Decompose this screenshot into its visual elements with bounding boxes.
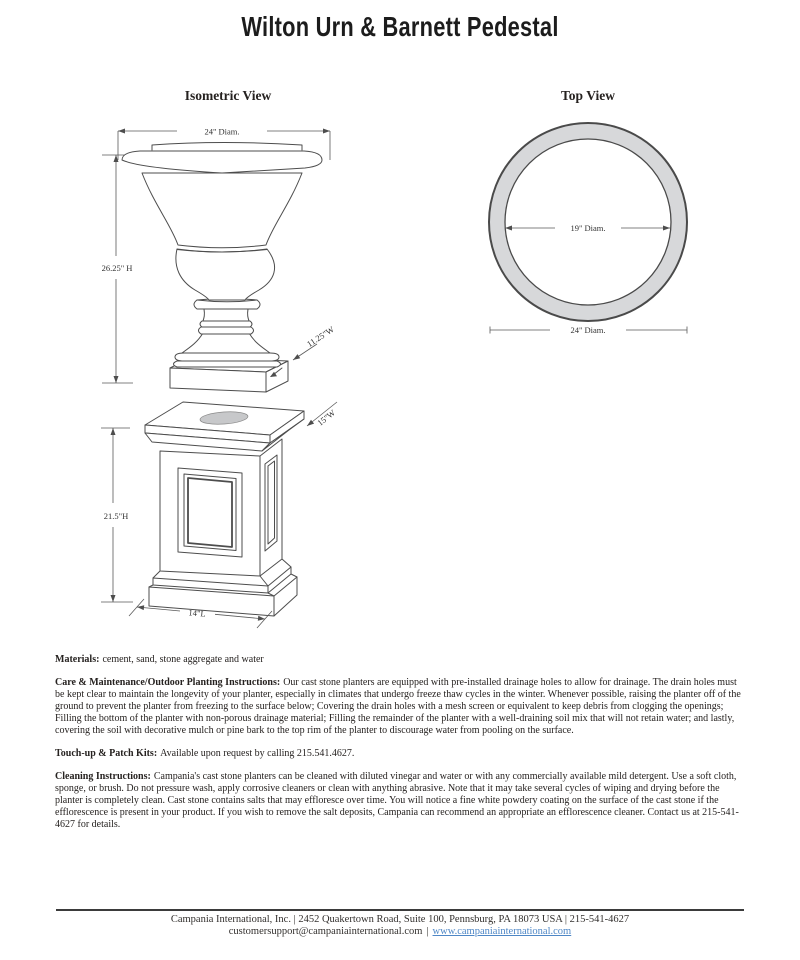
urn-height-label: 26.25" H (101, 263, 133, 273)
pedestal-height-dimension (101, 428, 133, 602)
top-view-drawing (470, 118, 720, 343)
pedestal-isometric-drawing (85, 395, 355, 645)
pedestal-width-label: 15"W (315, 407, 338, 428)
urn-diameter-label: 24" Diam. (204, 126, 240, 137)
pedestal-column (160, 439, 282, 576)
urn-height-dimension (102, 155, 133, 383)
touchup-section (55, 748, 747, 760)
urn-isometric-drawing (85, 115, 355, 405)
cleaning-section (55, 771, 747, 831)
footer-separator: | (426, 926, 429, 937)
care-maintenance-label: Care & Maintenance/Outdoor Planting Instructions: (55, 677, 281, 688)
cleaning-label: Cleaning Instructions: (55, 771, 151, 782)
urn-top-ring (489, 123, 687, 321)
footer-contact-line (0, 926, 800, 937)
page-title: Wilton Urn & Barnett Pedestal (241, 11, 559, 42)
top-outer-diameter-label: 24" Diam. (570, 325, 606, 335)
info-text-block (55, 654, 747, 842)
touchup-label: Touch-up & Patch Kits: (55, 748, 158, 759)
footer-website-link[interactable]: www.campaniainternational.com (432, 926, 572, 937)
urn-base-width-dimension (293, 324, 336, 360)
pedestal-length-label: 14"L (188, 607, 207, 619)
materials-text: cement, sand, stone aggregate and water (102, 654, 264, 665)
footer-company-line: Campania International, Inc. | 2452 Quakertown Road, Suite 100, Pennsburg, PA 18073 USA | 215-541-4627 (170, 914, 630, 925)
materials-label: Materials: (55, 654, 100, 665)
care-maintenance-text: Our cast stone planters are equipped with pre-installed drainage holes to allow for drainage. The drain holes must be kept clear to maintain the longevity of your planter, especially in climates that undergo freeze thaw cycles in the winter. Whenever possible, raising the planter off of the ground to prevent the planter from freezing to the surface below; Covering the drain holes with a mesh screen or equivalent to keep debris from clogging the openings; Filling the bottom of the planter with non-porous drainage material; Filling the remainder of the planter with a well-draining soil mix that will not retain water; and lastly, covering the soil with decorative mulch or pine bark to the top rim of the planter to discourage water from pooling on the surface. (55, 677, 741, 736)
care-maintenance-section (55, 677, 747, 737)
materials-section (55, 654, 747, 666)
cleaning-text: Campania's cast stone planters can be cleaned with diluted vinegar and water or with any commercially available mild detergent. Use a soft cloth, sponge, or brush. Do not pressure wash, apply corrosive cleaners or clean with anything abrasive. Note that it may take several cycles of wiping and drying before the planter is completely clean. Cast stone contains salts that may effloresce over time. You will notice a fine white powdery coating on the surface of the cast stone if the efflorescence is present in your product. If you wish to remove the salt deposits, Campania can recommend an appropriate an efflorescence cleaner. Contact us at 215-541-4627 for details. (55, 771, 739, 830)
footer-email: customersupport@campaniainternational.com (228, 926, 423, 937)
top-view-label: Top View (561, 88, 615, 103)
pedestal-width-dimension (307, 402, 337, 428)
pedestal-height-label: 21.5"H (103, 511, 129, 521)
urn-foot (174, 299, 281, 368)
isometric-view-label: Isometric View (184, 88, 272, 103)
touchup-text: Available upon request by calling 215.541.4627. (160, 748, 355, 759)
urn-bowl (122, 143, 322, 301)
top-inner-diameter-label: 19" Diam. (570, 223, 606, 233)
top-outer-diameter-dimension (490, 325, 687, 335)
footer-divider (56, 909, 744, 911)
urn-base-width-label: 11.25"W (304, 324, 336, 349)
